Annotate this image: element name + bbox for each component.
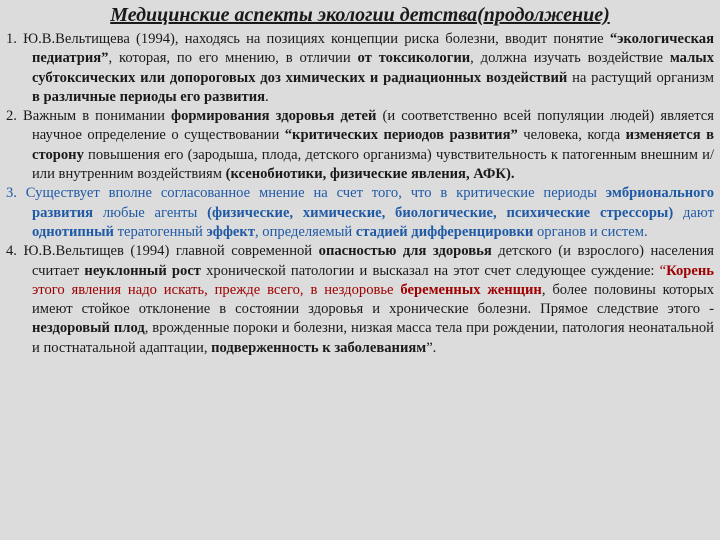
paragraph-2	[6, 107, 714, 184]
paragraph-3	[6, 184, 714, 242]
paragraph-segment: ”.	[426, 339, 437, 356]
paragraph-segment: неуклонный рост	[84, 262, 201, 279]
paragraph-segment: однотипный	[32, 223, 114, 240]
paragraph-segment: .	[265, 88, 269, 105]
paragraph-segment: хронической патологии и высказал на этот счет следующее суждение:	[200, 262, 660, 279]
paragraph-segment: формирования здоровья детей	[170, 108, 377, 125]
paragraph-segment: тератогенный	[113, 223, 207, 240]
paragraph-segment: малых субтоксических или допороговых доз химических и радиационных воздействий	[32, 50, 714, 86]
paragraph-segment: , определяемый	[255, 223, 356, 240]
paragraph-segment: эффект	[206, 223, 255, 240]
paragraph-segment: (и соответственно всей популяции людей) является научное определение о существовании	[32, 108, 714, 144]
paragraph-segment: изменяется в сторону	[32, 127, 714, 163]
paragraph-segment: (ксенобиотики, физические явления, АФК).	[225, 166, 515, 183]
paragraph-segment: нездоровый плод	[32, 320, 145, 337]
paragraph-segment: на растущий организм	[567, 69, 714, 86]
paragraph-segment: 2. Важным в понимании	[6, 108, 171, 125]
paragraph-segment: “экологическая педиатрия”	[32, 31, 714, 67]
paragraph-segment: органов и систем.	[533, 223, 648, 240]
paragraph-segment: в различные периоды его развития	[32, 88, 266, 105]
paragraph-segment: , врожденные пороки и болезни, низкая масса тела при рождении, патология неонатальной и постнатальной адаптации,	[32, 320, 714, 356]
paragraph-segment: опасностью для здоровья	[318, 243, 492, 260]
paragraph-segment: человека, когда	[517, 127, 626, 144]
paragraph-segment: любые агенты	[93, 204, 208, 221]
paragraph-segment: , более половины которых имеют стойкое отклонение в состоянии здоровья и хронические болезни. Прямое следствие этого -	[32, 281, 715, 318]
paragraph-segment: , должна изучать воздействие	[470, 50, 670, 67]
paragraph-4	[6, 242, 714, 358]
slide-title: Медицинские аспекты экологии детства(продолжение)	[110, 4, 610, 26]
paragraph-segment: (физические, химические, биологические, психические стрессоры)	[207, 204, 674, 221]
paragraph-segment: стадией дифференцировки	[355, 223, 534, 240]
paragraph-segment: 4. Ю.В.Вельтищев (1994) главной современной	[6, 243, 319, 260]
paragraph-segment: 1. Ю.В.Вельтищева (1994), находясь на позициях концепции риска болезни, вводит понятие	[6, 31, 610, 47]
paragraph-segment: 3. Существует вполне согласованное мнение на счет того, что в критические периоды	[6, 185, 606, 202]
paragraph-segment: беременных женщин	[400, 281, 542, 298]
slide-body	[6, 30, 714, 358]
paragraph-segment: этого явления надо искать, прежде всего, в нездоровье	[32, 281, 401, 298]
paragraph-1	[6, 30, 714, 107]
paragraph-segment: дают	[673, 204, 714, 221]
paragraph-segment: эмбрионального развития	[32, 185, 714, 221]
paragraph-segment: “критических периодов развития”	[284, 127, 518, 144]
paragraph-segment: детского (и взрослого) населения считает	[32, 243, 714, 279]
paragraph-segment: подверженность к заболеваниям	[211, 339, 427, 356]
paragraph-segment: , которая, по его мнению, в отличии	[108, 50, 358, 67]
paragraph-segment: “	[659, 262, 667, 279]
paragraph-segment: Корень	[666, 262, 714, 279]
paragraph-segment: повышения его (зародыша, плода, детского организма) чувствительность к патогенным внешним и/или внутренним воздействиям	[32, 146, 714, 183]
paragraph-segment: от токсикологии	[357, 50, 471, 67]
